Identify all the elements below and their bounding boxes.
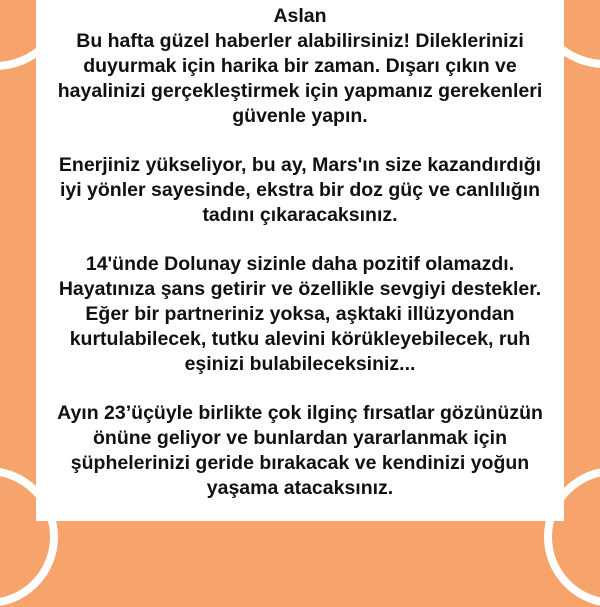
text-line: güvenle yapın. — [232, 105, 368, 127]
text-line: hayalinizi gerçekleştirmek için yapmanız gerekenleri — [57, 80, 543, 102]
paragraph-2 — [40, 153, 560, 228]
text-line: 14'ünde Dolunay sizinle daha pozitif olamazdı. — [85, 253, 515, 275]
text-line: önüne geliyor ve bunlardan yararlanmak için — [93, 427, 507, 449]
sign-title: Aslan — [273, 5, 327, 27]
text-line: Eğer bir partneriniz yoksa, aşktaki illüzyondan — [85, 303, 515, 325]
text-line: duyurmak için harika bir zaman. Dışarı çıkın ve — [83, 55, 517, 77]
paragraph-gap — [40, 129, 560, 153]
text-line: iyi yönler sayesinde, ekstra bir doz güç ve canlılığın — [59, 179, 541, 201]
text-line: yaşama atacaksınız. — [206, 477, 394, 499]
text-line: tadını çıkaracaksınız. — [202, 204, 398, 226]
text-line: kurtulabilecek, tutku alevini körükleyebilecek, ruh — [69, 328, 531, 350]
paragraph-4 — [40, 401, 560, 501]
horoscope-card — [36, 0, 564, 521]
text-line: Bu hafta güzel haberler alabilirsiniz! Dileklerinizi — [76, 30, 524, 52]
text-line: Hayatınıza şans getirir ve özellikle sevgiyi destekler. — [58, 278, 542, 300]
paragraph-gap — [40, 377, 560, 401]
paragraph-gap — [40, 228, 560, 252]
paragraph-1 — [40, 29, 560, 129]
text-line: şüphelerinizi geride bırakacak ve kendinizi yoğun — [70, 452, 530, 474]
paragraph-3 — [40, 252, 560, 377]
text-line: Ayın 23’üçüyle birlikte çok ilginç fırsatlar gözünüzün — [57, 402, 543, 424]
text-line: Enerjiniz yükseliyor, bu ay, Mars'ın size kazandırdığı — [58, 154, 542, 176]
text-line: eşinizi bulabileceksiniz... — [184, 353, 416, 375]
